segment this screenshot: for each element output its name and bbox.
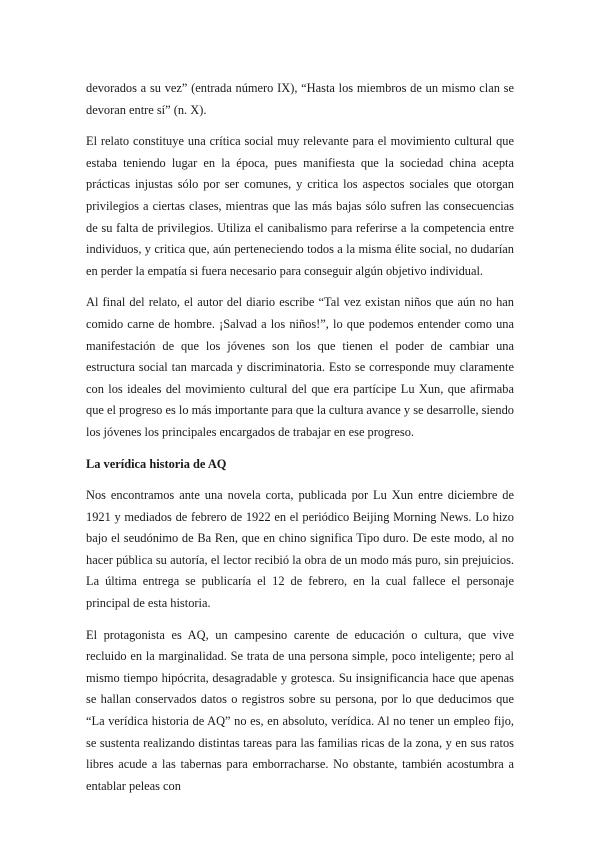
paragraph-4: Nos encontramos ante una novela corta, publicada por Lu Xun entre diciembre de 1921 y mediados de febrero de 1922 en el periódico Beijing Morning News. Lo hizo bajo el seudónimo de Ba Ren, que en chino significa Tipo duro. De este modo, al no hacer pública su autoría, el lector recibió la obra de un modo más puro, sin prejuicios. La última entrega se publicaría el 12 de febrero, en la cual fallece el personaje principal de esta historia.: [86, 488, 514, 611]
section-heading: La verídica historia de AQ: [86, 456, 227, 471]
paragraph-2: El relato constituye una crítica social muy relevante para el movimiento cultural que estaba teniendo lugar en la época, pues manifiesta que la sociedad china acepta prácticas injustas sólo por ser comunes, y critica los aspectos sociales que otorgan privilegios a ciertas clases, mientras que las más bajas sólo sufren las consecuencias de su falta de privilegios. Utiliza el canibalismo para referirse a la competencia entre individuos, y critica que, aún perteneciendo todos a la misma élite social, no dudarían en perder la empatía si fuera necesario para conseguir algún objetivo individual.: [86, 134, 514, 278]
paragraph-5: El protagonista es AQ, un campesino carente de educación o cultura, que vive recluido en la marginalidad. Se trata de una persona simple, poco inteligente; pero al mismo tiempo hipócrita, desagradable y grotesca. Su insignificancia hace que apenas se hallan conservados datos o registros sobre su persona, por lo que deducimos que “La verídica historia de AQ” no es, en absoluto, verídica. Al no tener un empleo fijo, se sustenta realizando distintas tareas para las familias ricas de la zona, y en sus ratos libres acude a las tabernas para emborracharse. No obstante, también acostumbra a entablar peleas con: [86, 627, 514, 793]
paragraph-3: Al final del relato, el autor del diario escribe “Tal vez existan niños que aún no han comido carne de hombre. ¡Salvad a los niños!”, lo que podemos entender como una manifestación de que los jóvenes son los que tienen el poder de cambiar una estructura social tan marcada y discriminatoria. Esto se corresponde muy claramente con los ideales del movimiento cultural del que era partícipe Lu Xun, que afirmaba que el progreso es lo más importante para que la cultura avance y se desarrolle, siendo los jóvenes los principales encargados de trabajar en ese progreso.: [86, 295, 515, 439]
paragraph-1: devorados a su vez” (entrada número IX), “Hasta los miembros de un mismo clan se devoran entre sí” (n. X).: [86, 81, 514, 117]
